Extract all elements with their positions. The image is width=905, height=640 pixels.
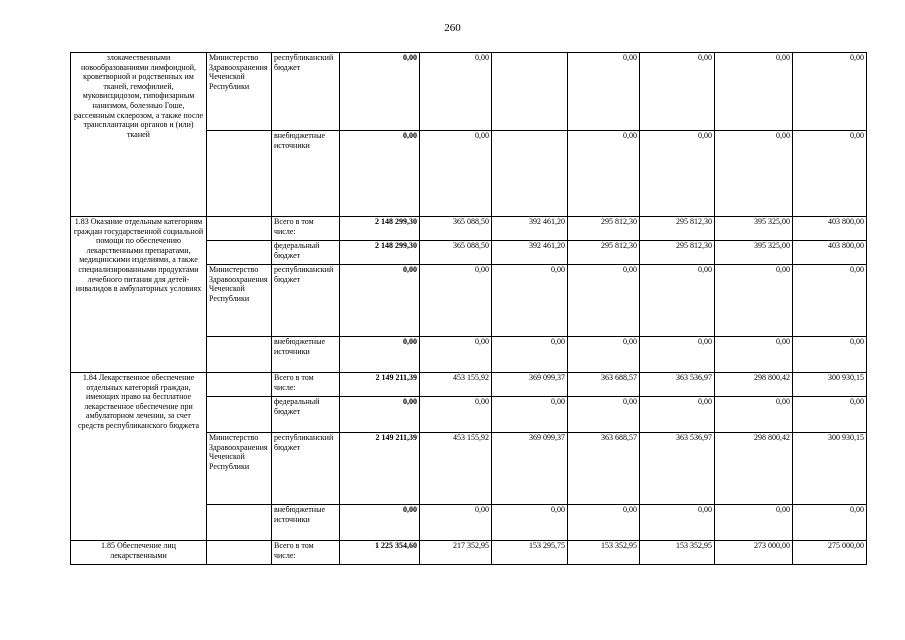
year-amount-cell: 0,00: [492, 265, 568, 337]
year-amount-cell: 153 295,75: [492, 541, 568, 565]
funding-source-cell: Всего в том числе:: [272, 217, 340, 241]
page-number: 260: [444, 22, 461, 34]
funding-source-cell: федеральный бюджет: [272, 241, 340, 265]
executor-cell: [207, 337, 272, 373]
year-amount-cell: 0,00: [715, 337, 793, 373]
year-amount-cell: 273 000,00: [715, 541, 793, 565]
year-amount-cell: 363 536,97: [640, 373, 715, 397]
funding-source-cell: внебюджетные источники: [272, 337, 340, 373]
total-amount-cell: 2 149 211,39: [340, 433, 420, 505]
funding-source-cell: Всего в том числе:: [272, 373, 340, 397]
total-amount-cell: 2 149 211,39: [340, 373, 420, 397]
year-amount-cell: 392 461,20: [492, 241, 568, 265]
year-amount-cell: 0,00: [793, 397, 867, 433]
year-amount-cell: 298 800,42: [715, 433, 793, 505]
year-amount-cell: 0,00: [793, 53, 867, 131]
executor-cell: [207, 241, 272, 265]
year-amount-cell: 453 155,92: [420, 373, 492, 397]
year-amount-cell: 0,00: [420, 337, 492, 373]
year-amount-cell: 0,00: [715, 53, 793, 131]
year-amount-cell: 365 088,50: [420, 217, 492, 241]
year-amount-cell: 295 812,30: [640, 241, 715, 265]
year-amount-cell: 0,00: [492, 397, 568, 433]
year-amount-cell: 0,00: [568, 53, 640, 131]
year-amount-cell: 365 088,50: [420, 241, 492, 265]
year-amount-cell: 0,00: [793, 265, 867, 337]
funding-source-cell: Всего в том числе:: [272, 541, 340, 565]
year-amount-cell: [492, 131, 568, 217]
executor-cell: [207, 217, 272, 241]
year-amount-cell: 0,00: [640, 131, 715, 217]
year-amount-cell: 0,00: [793, 337, 867, 373]
year-amount-cell: 295 812,30: [568, 241, 640, 265]
year-amount-cell: 369 099,37: [492, 433, 568, 505]
year-amount-cell: 0,00: [640, 265, 715, 337]
year-amount-cell: 217 352,95: [420, 541, 492, 565]
total-amount-cell: 0,00: [340, 337, 420, 373]
year-amount-cell: 153 352,95: [568, 541, 640, 565]
funding-source-cell: внебюджетные источники: [272, 131, 340, 217]
funding-source-cell: республиканский бюджет: [272, 433, 340, 505]
year-amount-cell: 0,00: [793, 131, 867, 217]
year-amount-cell: 0,00: [715, 265, 793, 337]
table-row: [71, 541, 867, 565]
year-amount-cell: 0,00: [715, 397, 793, 433]
year-amount-cell: 0,00: [492, 337, 568, 373]
year-amount-cell: 392 461,20: [492, 217, 568, 241]
year-amount-cell: 0,00: [420, 265, 492, 337]
executor-cell: Министерство Здравоохранения Чеченской Республики: [207, 433, 272, 505]
year-amount-cell: 403 800,00: [793, 217, 867, 241]
executor-cell: [207, 541, 272, 565]
year-amount-cell: 363 688,57: [568, 373, 640, 397]
year-amount-cell: 298 800,42: [715, 373, 793, 397]
year-amount-cell: 153 352,95: [640, 541, 715, 565]
total-amount-cell: 2 148 299,30: [340, 241, 420, 265]
year-amount-cell: 363 536,97: [640, 433, 715, 505]
total-amount-cell: 0,00: [340, 397, 420, 433]
year-amount-cell: 0,00: [715, 505, 793, 541]
total-amount-cell: 0,00: [340, 53, 420, 131]
year-amount-cell: 0,00: [420, 397, 492, 433]
measure-name: злокачественными новообразованиями лимфоидной, кроветворной и родственных им тканей, гемофилией, муковисцидозом, гипофизарным нанизмом, болезнью Гоше, рассеянным склерозом, а также после трансплантации органов и (или) тканей: [71, 53, 207, 217]
year-amount-cell: 0,00: [420, 53, 492, 131]
year-amount-cell: 295 812,30: [640, 217, 715, 241]
year-amount-cell: 0,00: [640, 337, 715, 373]
total-amount-cell: 0,00: [340, 265, 420, 337]
year-amount-cell: 453 155,92: [420, 433, 492, 505]
total-amount-cell: 0,00: [340, 505, 420, 541]
total-amount-cell: 0,00: [340, 131, 420, 217]
year-amount-cell: 0,00: [568, 397, 640, 433]
measure-name: 1.84 Лекарственное обеспечение отдельных категорий граждан, имеющих право на бесплатное лекарственное обеспечение при амбулаторном лечении, за счет средств республиканского бюджета: [71, 373, 207, 541]
year-amount-cell: 0,00: [715, 131, 793, 217]
year-amount-cell: 369 099,37: [492, 373, 568, 397]
funding-source-cell: республиканский бюджет: [272, 53, 340, 131]
year-amount-cell: 275 000,00: [793, 541, 867, 565]
executor-cell: [207, 373, 272, 397]
year-amount-cell: 395 325,00: [715, 217, 793, 241]
year-amount-cell: 0,00: [492, 505, 568, 541]
year-amount-cell: 0,00: [640, 53, 715, 131]
year-amount-cell: 0,00: [793, 505, 867, 541]
executor-cell: [207, 397, 272, 433]
table-row: [71, 373, 867, 397]
year-amount-cell: 0,00: [640, 397, 715, 433]
funding-source-cell: федеральный бюджет: [272, 397, 340, 433]
year-amount-cell: 0,00: [640, 505, 715, 541]
year-amount-cell: 0,00: [568, 505, 640, 541]
measure-name: 1.83 Оказание отдельным категориям граждан государственной социальной помощи по обеспечению лекарственными препаратами, медицинскими изделиями, а также специализированными продуктами лечебного питания для детей-инвалидов в амбулаторных условиях: [71, 217, 207, 373]
year-amount-cell: 363 688,57: [568, 433, 640, 505]
year-amount-cell: 395 325,00: [715, 241, 793, 265]
executor-cell: Министерство Здравоохранения Чеченской Республики: [207, 265, 272, 337]
executor-cell: [207, 505, 272, 541]
total-amount-cell: 2 148 299,30: [340, 217, 420, 241]
table-row: [71, 53, 867, 131]
year-amount-cell: [492, 53, 568, 131]
executor-cell: [207, 131, 272, 217]
year-amount-cell: 0,00: [420, 131, 492, 217]
executor-cell: Министерство Здравоохранения Чеченской Республики: [207, 53, 272, 131]
year-amount-cell: 300 930,15: [793, 433, 867, 505]
funding-source-cell: внебюджетные источники: [272, 505, 340, 541]
year-amount-cell: 0,00: [568, 265, 640, 337]
total-amount-cell: 1 225 354,60: [340, 541, 420, 565]
table-row: [71, 217, 867, 241]
year-amount-cell: 295 812,30: [568, 217, 640, 241]
year-amount-cell: 0,00: [568, 337, 640, 373]
budget-table: [70, 52, 867, 565]
year-amount-cell: 403 800,00: [793, 241, 867, 265]
year-amount-cell: 0,00: [568, 131, 640, 217]
funding-source-cell: республиканский бюджет: [272, 265, 340, 337]
year-amount-cell: 300 930,15: [793, 373, 867, 397]
measure-name: 1.85 Обеспечение лиц лекарственными: [71, 541, 207, 565]
year-amount-cell: 0,00: [420, 505, 492, 541]
